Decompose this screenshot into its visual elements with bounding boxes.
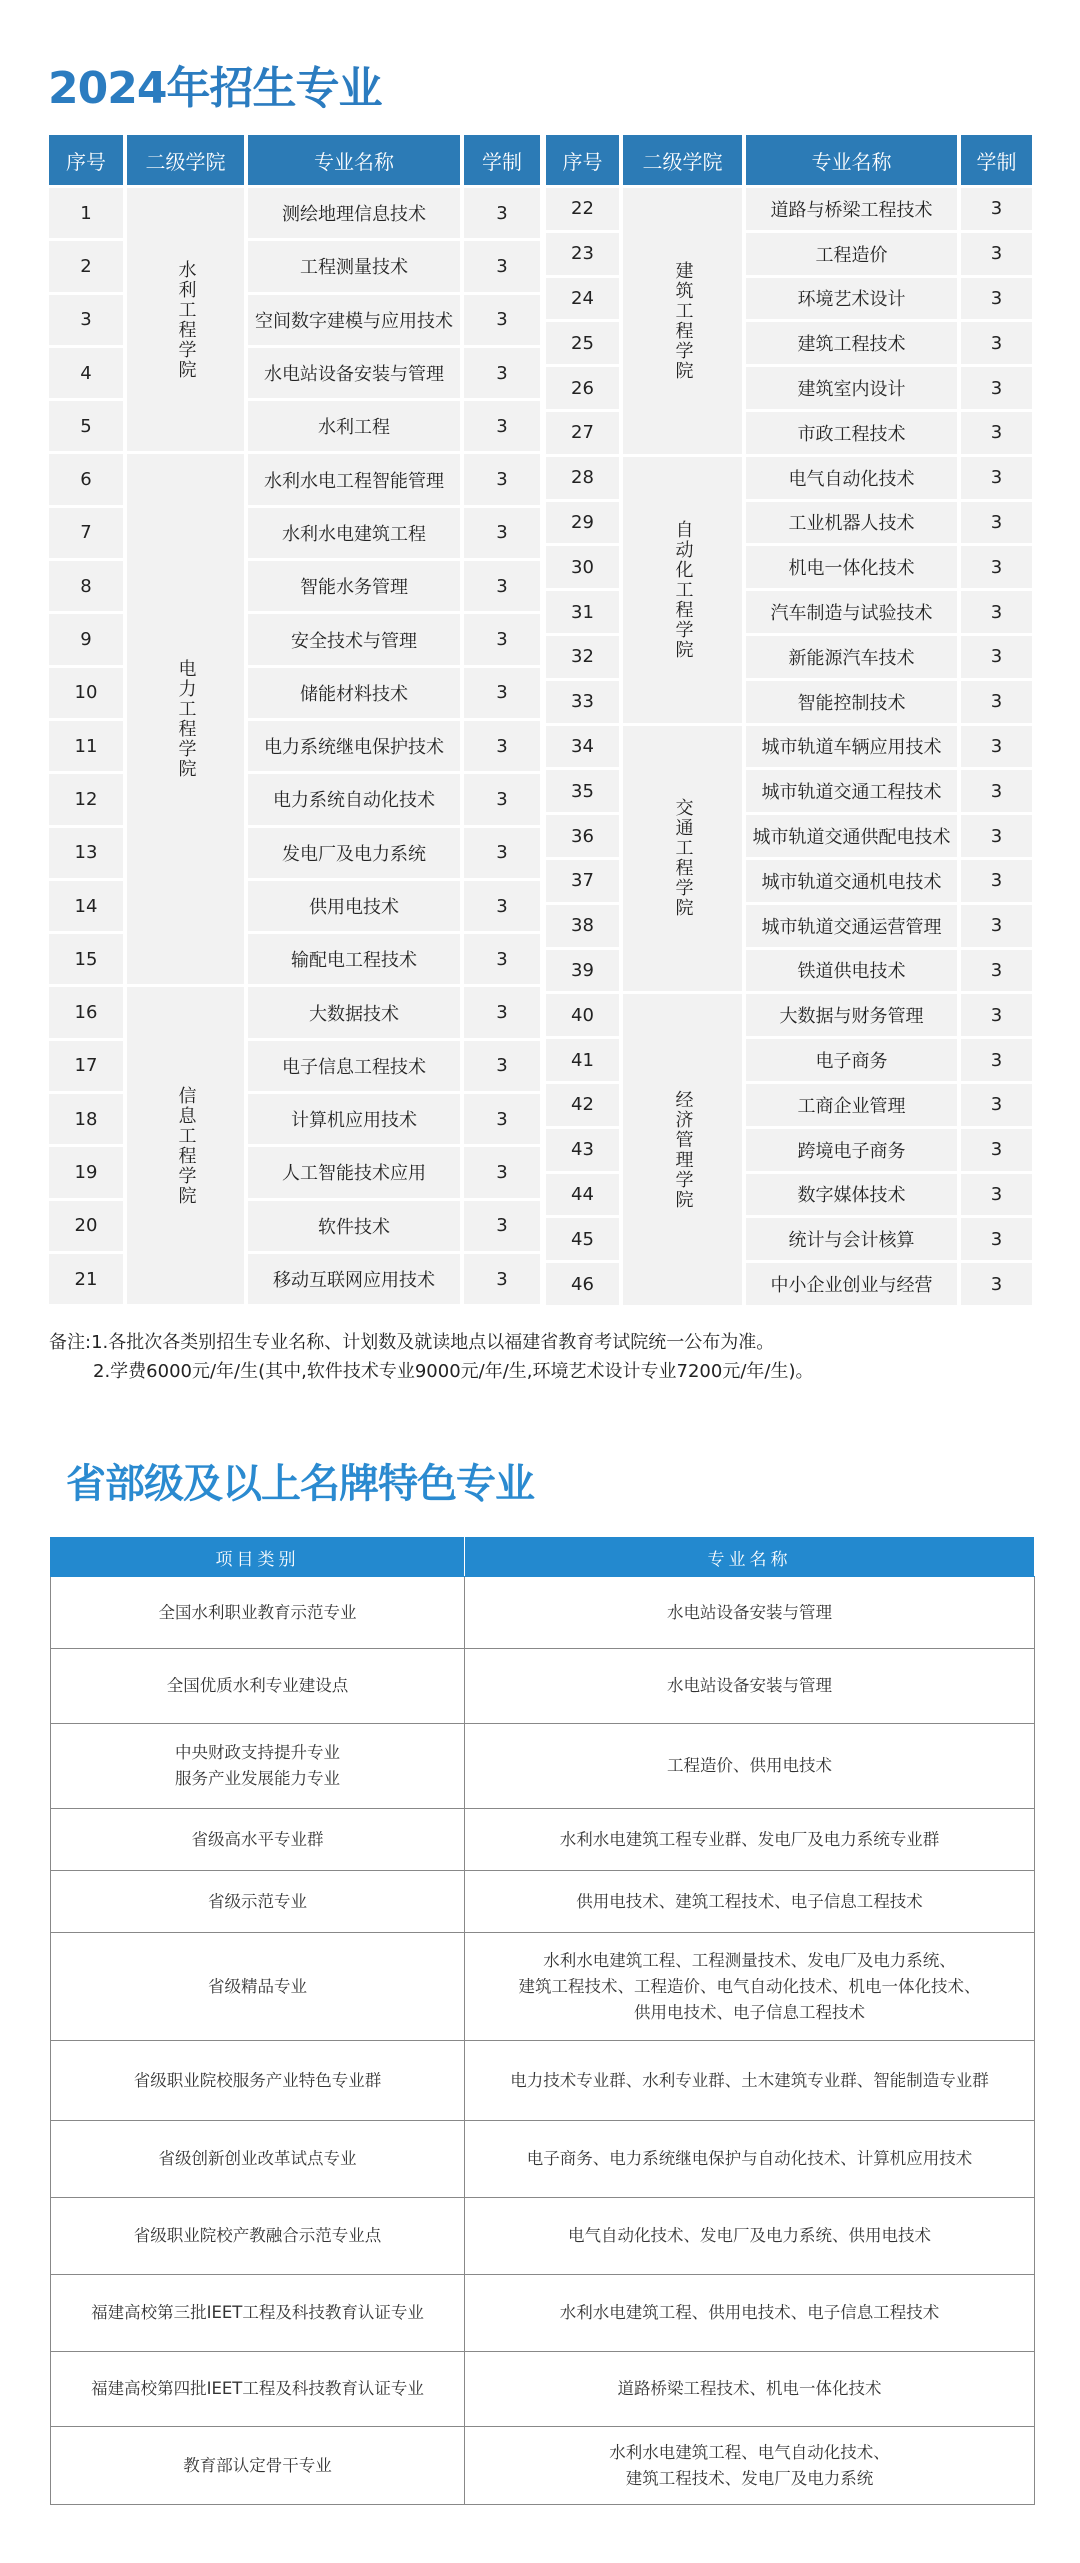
notes [49, 1328, 813, 1386]
header-major: 专业名称 [248, 135, 460, 185]
years-cell: 3 [961, 681, 1032, 723]
category-line: 全国水利职业教育示范专业 [158, 1602, 357, 1622]
seq-cell: 38 [546, 905, 619, 947]
seq-cell: 17 [49, 1041, 123, 1091]
major-cell: 发电厂及电力系统 [248, 828, 460, 878]
years-cell: 3 [961, 233, 1032, 275]
header-years: 学制 [961, 135, 1032, 185]
years-cell: 3 [961, 1174, 1032, 1216]
years-cell: 3 [961, 502, 1032, 544]
major-cell: 电子信息工程技术 [248, 1041, 460, 1091]
major-cell: 空间数字建模与应用技术 [248, 295, 460, 345]
major-cell: 电子商务 [746, 1039, 957, 1081]
years-cell: 3 [464, 348, 540, 398]
major-cell: 移动互联网应用技术 [248, 1254, 460, 1304]
header-college: 二级学院 [623, 135, 742, 185]
category-line: 福建高校第四批IEET工程及科技教育认证专业 [91, 2379, 424, 2398]
category-line: 省级职业院校产教融合示范专业点 [133, 2226, 382, 2245]
category-line: 福建高校第三批IEET工程及科技教育认证专业 [91, 2303, 424, 2322]
majors-line: 水电站设备安装与管理 [667, 1602, 832, 1622]
seq-cell: 30 [546, 546, 619, 588]
seq-cell: 3 [49, 295, 123, 345]
years-cell: 3 [464, 295, 540, 345]
college-cell [127, 188, 244, 451]
years-cell: 3 [464, 1147, 540, 1197]
seq-cell: 33 [546, 681, 619, 723]
category-line: 省级高水平专业群 [191, 1829, 324, 1849]
majors-line: 水电站设备安装与管理 [667, 1676, 832, 1695]
majors-cell [465, 1724, 1035, 1809]
category-cell [51, 1933, 465, 2041]
major-cell: 工程测量技术 [248, 241, 460, 291]
table-row [51, 2041, 1035, 2121]
category-cell [51, 2041, 465, 2121]
category-cell [51, 1809, 465, 1871]
seq-cell: 24 [546, 278, 619, 320]
major-cell: 中小企业创业与经营 [746, 1263, 957, 1305]
seq-cell: 32 [546, 636, 619, 678]
major-cell: 人工智能技术应用 [248, 1147, 460, 1197]
section-title: 省部级及以上名牌特色专业 [66, 1461, 534, 1507]
seq-cell: 26 [546, 367, 619, 409]
major-cell: 储能材料技术 [248, 668, 460, 718]
years-cell: 3 [961, 591, 1032, 633]
seq-cell: 46 [546, 1263, 619, 1305]
major-cell: 电气自动化技术 [746, 457, 957, 499]
seq-cell: 15 [49, 934, 123, 984]
major-cell: 大数据技术 [248, 987, 460, 1037]
years-cell: 3 [961, 1084, 1032, 1126]
seq-cell: 35 [546, 770, 619, 812]
seq-cell: 27 [546, 412, 619, 454]
major-cell: 计算机应用技术 [248, 1094, 460, 1144]
table-row [51, 1933, 1035, 2041]
table-row [51, 1724, 1035, 1809]
college-cell [623, 726, 742, 992]
table-row [51, 2352, 1035, 2427]
years-cell: 3 [961, 1218, 1032, 1260]
major-cell: 城市轨道车辆应用技术 [746, 726, 957, 768]
college-name: 经济管理学院 [672, 1089, 694, 1210]
years-cell: 3 [464, 401, 540, 451]
years-cell: 3 [961, 726, 1032, 768]
majors-line: 建筑工程技术、工程造价、电气自动化技术、机电一体化技术、 [518, 1976, 981, 1996]
seq-cell: 4 [49, 348, 123, 398]
note-1: 备注:1.各批次各类别招生专业名称、计划数及就读地点以福建省教育考试院统一公布为准。 [49, 1332, 775, 1353]
years-cell: 3 [464, 1041, 540, 1091]
major-cell: 城市轨道交通供配电技术 [746, 815, 957, 857]
majors-line: 水利水电建筑工程、电气自动化技术、 [609, 2442, 890, 2462]
majors-cell [465, 2427, 1035, 2505]
major-cell: 工商企业管理 [746, 1084, 957, 1126]
years-cell: 3 [961, 770, 1032, 812]
years-cell: 3 [464, 508, 540, 558]
category-cell [51, 1871, 465, 1933]
years-cell: 3 [464, 828, 540, 878]
college-name: 自动化工程学院 [672, 519, 694, 660]
years-cell: 3 [961, 1039, 1032, 1081]
years-cell: 3 [464, 774, 540, 824]
seq-cell: 9 [49, 614, 123, 664]
years-cell: 3 [961, 322, 1032, 364]
majors-line: 水利水电建筑工程专业群、发电厂及电力系统专业群 [559, 1829, 940, 1849]
major-cell: 城市轨道交通工程技术 [746, 770, 957, 812]
years-cell: 3 [464, 188, 540, 238]
seq-cell: 14 [49, 881, 123, 931]
category-line: 教育部认定骨干专业 [183, 2455, 332, 2475]
years-cell: 3 [464, 561, 540, 611]
major-cell: 统计与会计核算 [746, 1218, 957, 1260]
category-line: 省级职业院校服务产业特色专业群 [133, 2070, 382, 2090]
years-cell: 3 [961, 994, 1032, 1036]
header-category: 项目类别 [51, 1538, 465, 1577]
majors-line: 道路桥梁工程技术、机电一体化技术 [617, 2379, 882, 2398]
majors-cell [465, 1649, 1035, 1724]
seq-cell: 37 [546, 860, 619, 902]
seq-cell: 41 [546, 1039, 619, 1081]
college-cell [623, 188, 742, 454]
major-cell: 数字媒体技术 [746, 1174, 957, 1216]
years-cell: 3 [464, 987, 540, 1037]
major-cell: 水电站设备安装与管理 [248, 348, 460, 398]
category-cell [51, 1724, 465, 1809]
seq-cell: 28 [546, 457, 619, 499]
major-cell: 软件技术 [248, 1201, 460, 1251]
majors-cell [465, 2275, 1035, 2352]
years-cell: 3 [464, 934, 540, 984]
seq-cell: 39 [546, 950, 619, 992]
table-row [51, 1871, 1035, 1933]
major-cell: 建筑室内设计 [746, 367, 957, 409]
header-majors: 专业名称 [465, 1538, 1035, 1577]
seq-cell: 23 [546, 233, 619, 275]
major-cell: 汽车制造与试验技术 [746, 591, 957, 633]
category-cell [51, 2275, 465, 2352]
years-cell: 3 [961, 636, 1032, 678]
seq-cell: 6 [49, 454, 123, 504]
major-cell: 铁道供电技术 [746, 950, 957, 992]
years-cell: 3 [961, 950, 1032, 992]
category-cell [51, 2427, 465, 2505]
category-cell [51, 2198, 465, 2275]
seq-cell: 13 [49, 828, 123, 878]
table-row [51, 2198, 1035, 2275]
seq-cell: 19 [49, 1147, 123, 1197]
major-cell: 大数据与财务管理 [746, 994, 957, 1036]
seq-cell: 5 [49, 401, 123, 451]
header-years: 学制 [464, 135, 540, 185]
seq-cell: 43 [546, 1129, 619, 1171]
years-cell: 3 [464, 1094, 540, 1144]
seq-cell: 22 [546, 188, 619, 230]
seq-cell: 25 [546, 322, 619, 364]
seq-cell: 45 [546, 1218, 619, 1260]
major-cell: 道路与桥梁工程技术 [746, 188, 957, 230]
years-cell: 3 [961, 457, 1032, 499]
seq-cell: 12 [49, 774, 123, 824]
seq-cell: 42 [546, 1084, 619, 1126]
category-cell [51, 2352, 465, 2427]
category-line: 全国优质水利专业建设点 [166, 1676, 349, 1695]
college-name: 水利工程学院 [175, 259, 197, 380]
note-2: 2.学费6000元/年/生(其中,软件技术专业9000元/年/生,环境艺术设计专业7200元/年/生)。 [93, 1361, 814, 1382]
seq-cell: 40 [546, 994, 619, 1036]
seq-cell: 16 [49, 987, 123, 1037]
table-row [51, 1809, 1035, 1871]
major-cell: 水利水电工程智能管理 [248, 454, 460, 504]
header-college: 二级学院 [127, 135, 244, 185]
major-cell: 电力系统继电保护技术 [248, 721, 460, 771]
years-cell: 3 [464, 881, 540, 931]
seq-cell: 20 [49, 1201, 123, 1251]
years-cell: 3 [961, 412, 1032, 454]
majors-cell [465, 2041, 1035, 2121]
years-cell: 3 [464, 1254, 540, 1304]
category-line: 服务产业发展能力专业 [175, 1769, 340, 1788]
major-cell: 工业机器人技术 [746, 502, 957, 544]
table-row [51, 1649, 1035, 1724]
category-line: 中央财政支持提升专业 [175, 1743, 340, 1762]
category-cell [51, 1577, 465, 1649]
majors-line: 水利水电建筑工程、工程测量技术、发电厂及电力系统、 [543, 1950, 956, 1970]
years-cell: 3 [464, 241, 540, 291]
major-cell: 输配电工程技术 [248, 934, 460, 984]
college-name: 信息工程学院 [175, 1085, 197, 1206]
header-major: 专业名称 [746, 135, 957, 185]
years-cell: 3 [961, 278, 1032, 320]
years-cell: 3 [961, 546, 1032, 588]
major-cell: 智能水务管理 [248, 561, 460, 611]
majors-line: 电子商务、电力系统继电保护与自动化技术、计算机应用技术 [526, 2149, 973, 2168]
majors-line: 供用电技术、电子信息工程技术 [634, 2002, 865, 2022]
college-name: 电力工程学院 [175, 659, 197, 780]
major-cell: 水利工程 [248, 401, 460, 451]
major-cell: 跨境电子商务 [746, 1129, 957, 1171]
majors-cell [465, 1809, 1035, 1871]
majors-cell [465, 2352, 1035, 2427]
college-cell [127, 454, 244, 984]
majors-line: 水利水电建筑工程、供用电技术、电子信息工程技术 [559, 2303, 940, 2322]
category-line: 省级精品专业 [208, 1976, 307, 1996]
majors-cell [465, 1871, 1035, 1933]
seq-cell: 10 [49, 668, 123, 718]
college-name: 建筑工程学院 [672, 260, 694, 381]
years-cell: 3 [464, 721, 540, 771]
major-cell: 智能控制技术 [746, 681, 957, 723]
major-cell: 新能源汽车技术 [746, 636, 957, 678]
years-cell: 3 [961, 905, 1032, 947]
college-cell [623, 994, 742, 1305]
seq-cell: 2 [49, 241, 123, 291]
page-title: 2024年招生专业 [48, 63, 382, 114]
seq-cell: 11 [49, 721, 123, 771]
major-cell: 安全技术与管理 [248, 614, 460, 664]
seq-cell: 36 [546, 815, 619, 857]
years-cell: 3 [464, 614, 540, 664]
major-cell: 测绘地理信息技术 [248, 188, 460, 238]
majors-line: 电力技术专业群、水利专业群、土木建筑专业群、智能制造专业群 [510, 2070, 989, 2090]
major-cell: 建筑工程技术 [746, 322, 957, 364]
major-cell: 机电一体化技术 [746, 546, 957, 588]
years-cell: 3 [961, 1129, 1032, 1171]
table-row [51, 2427, 1035, 2505]
table-row [51, 2275, 1035, 2352]
majors-cell [465, 1577, 1035, 1649]
header-seq: 序号 [546, 135, 619, 185]
major-cell: 水利水电建筑工程 [248, 508, 460, 558]
header-seq: 序号 [49, 135, 123, 185]
years-cell: 3 [464, 454, 540, 504]
category-line: 省级示范专业 [208, 1891, 307, 1911]
major-cell: 供用电技术 [248, 881, 460, 931]
major-cell: 电力系统自动化技术 [248, 774, 460, 824]
table-row [51, 2121, 1035, 2198]
years-cell: 3 [961, 188, 1032, 230]
major-cell: 城市轨道交通运营管理 [746, 905, 957, 947]
major-cell: 市政工程技术 [746, 412, 957, 454]
major-cell: 环境艺术设计 [746, 278, 957, 320]
years-cell: 3 [961, 815, 1032, 857]
college-name: 交通工程学院 [672, 798, 694, 919]
seq-cell: 18 [49, 1094, 123, 1144]
category-cell [51, 1649, 465, 1724]
years-cell: 3 [464, 668, 540, 718]
years-cell: 3 [464, 1201, 540, 1251]
majors-cell [465, 1933, 1035, 2041]
seq-cell: 44 [546, 1174, 619, 1216]
major-cell: 城市轨道交通机电技术 [746, 860, 957, 902]
years-cell: 3 [961, 1263, 1032, 1305]
featured-majors-table [50, 1537, 1035, 2505]
majors-table-right [546, 135, 1032, 1305]
majors-line: 工程造价、供用电技术 [667, 1756, 832, 1775]
seq-cell: 29 [546, 502, 619, 544]
seq-cell: 1 [49, 188, 123, 238]
college-cell [127, 987, 244, 1304]
majors-cell [465, 2121, 1035, 2198]
seq-cell: 8 [49, 561, 123, 611]
years-cell: 3 [961, 860, 1032, 902]
seq-cell: 31 [546, 591, 619, 633]
majors-line: 电气自动化技术、发电厂及电力系统、供用电技术 [568, 2226, 931, 2245]
seq-cell: 7 [49, 508, 123, 558]
majors-table-left [49, 135, 540, 1304]
major-cell: 工程造价 [746, 233, 957, 275]
category-cell [51, 2121, 465, 2198]
majors-cell [465, 2198, 1035, 2275]
seq-cell: 21 [49, 1254, 123, 1304]
category-line: 省级创新创业改革试点专业 [158, 2149, 357, 2168]
majors-line: 供用电技术、建筑工程技术、电子信息工程技术 [576, 1891, 923, 1911]
college-cell [623, 457, 742, 723]
years-cell: 3 [961, 367, 1032, 409]
majors-line: 建筑工程技术、发电厂及电力系统 [625, 2468, 874, 2488]
seq-cell: 34 [546, 726, 619, 768]
table-row [51, 1577, 1035, 1649]
